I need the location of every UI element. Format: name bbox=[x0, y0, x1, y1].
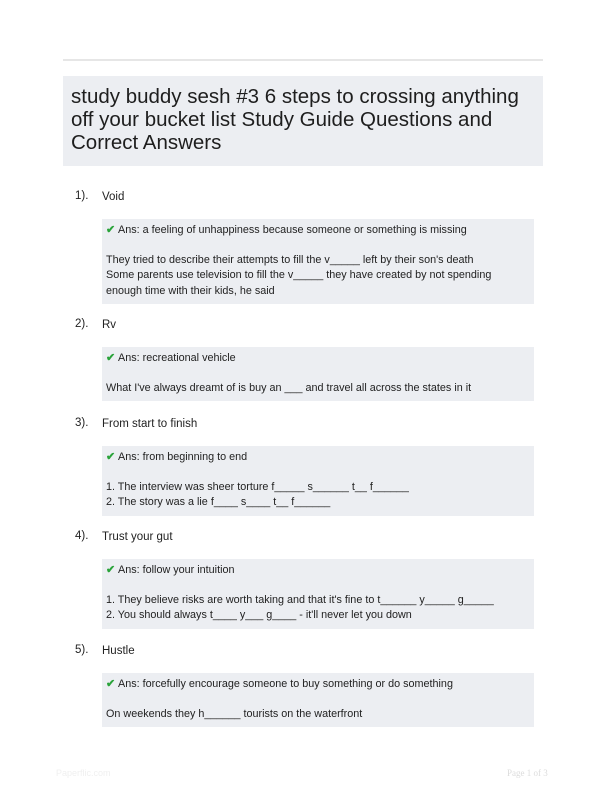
question-item bbox=[63, 644, 543, 727]
check-icon: ✔ bbox=[106, 678, 116, 690]
question-item bbox=[63, 530, 543, 629]
answer-text: Ans: a feeling of unhappiness because someone or something is missing bbox=[118, 224, 467, 236]
question-item bbox=[63, 190, 543, 304]
question-term: Void bbox=[102, 191, 125, 203]
check-icon: ✔ bbox=[106, 352, 116, 364]
question-number: 5). bbox=[75, 644, 89, 656]
title-box bbox=[63, 76, 543, 166]
answer-text: Ans: forcefully encourage someone to buy something or do something bbox=[118, 678, 453, 690]
answer-text: Ans: follow your intuition bbox=[118, 564, 235, 576]
example-sentence: 1. The interview was sheer torture f_____ s______ t__ f______ bbox=[106, 480, 409, 493]
answer-box bbox=[102, 673, 534, 727]
question-term: From start to finish bbox=[102, 418, 198, 430]
question-item bbox=[63, 318, 543, 401]
answer-box bbox=[102, 219, 534, 304]
question-term: Hustle bbox=[102, 645, 135, 657]
question-number: 3). bbox=[75, 417, 89, 429]
footer-site: Paperflic.com bbox=[56, 768, 111, 778]
question-number: 2). bbox=[75, 318, 89, 330]
page-title: study buddy sesh #3 6 steps to crossing anything off your bucket list Study Guide Questions and Correct Answers bbox=[71, 85, 519, 154]
example-sentence: Some parents use television to fill the v_____ they have created by not spending enough time with their kids, he said bbox=[106, 269, 492, 297]
example-sentence: What I've always dreamt of is buy an ___ and travel all across the states in it bbox=[106, 381, 472, 394]
check-icon: ✔ bbox=[106, 564, 116, 576]
footer-page-number: Page 1 of 3 bbox=[507, 768, 548, 778]
example-sentence: 2. The story was a lie f____ s____ t__ f______ bbox=[106, 496, 331, 508]
answer-text: Ans: recreational vehicle bbox=[118, 352, 236, 364]
example-sentence: 1. They believe risks are worth taking and that it's fine to t______ y_____ g_____ bbox=[106, 593, 494, 606]
question-number: 4). bbox=[75, 530, 89, 542]
answer-box bbox=[102, 347, 534, 401]
question-term: Trust your gut bbox=[102, 531, 173, 543]
example-sentence: 2. You should always t____ y___ g____ - it'll never let you down bbox=[106, 609, 412, 621]
answer-text: Ans: from beginning to end bbox=[118, 451, 248, 463]
question-term: Rv bbox=[102, 319, 117, 331]
answer-box bbox=[102, 446, 534, 516]
question-item bbox=[63, 417, 543, 516]
example-sentence: On weekends they h______ tourists on the waterfront bbox=[106, 707, 363, 720]
question-number: 1). bbox=[75, 190, 89, 202]
example-sentence: They tried to describe their attempts to fill the v_____ left by their son's death bbox=[106, 253, 474, 266]
answer-box bbox=[102, 559, 534, 629]
top-divider bbox=[63, 59, 543, 61]
check-icon: ✔ bbox=[106, 451, 116, 463]
check-icon: ✔ bbox=[106, 224, 116, 236]
